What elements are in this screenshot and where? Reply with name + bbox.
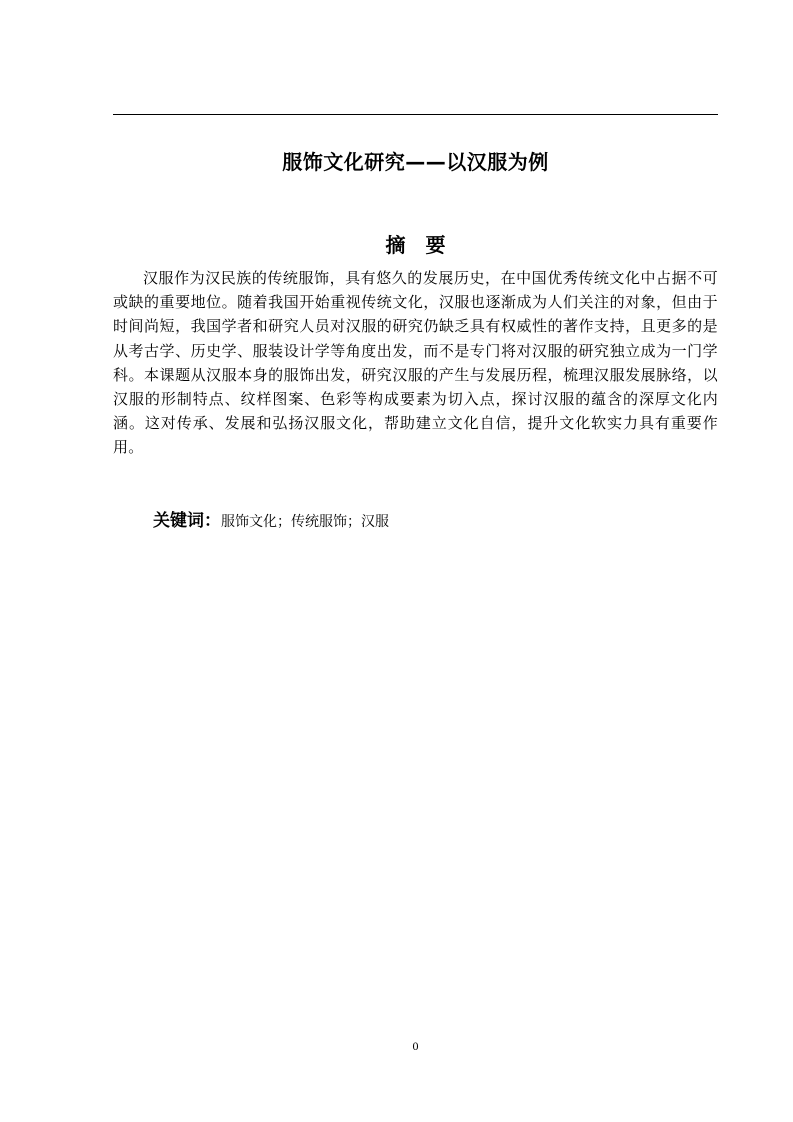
header-rule <box>113 114 718 115</box>
keywords-value: 服饰文化；传统服饰；汉服 <box>221 514 389 530</box>
keywords-line <box>153 508 713 535</box>
abstract-heading: 摘要 <box>385 233 466 257</box>
paper-title: 服饰文化研究——以汉服为例 <box>282 150 549 174</box>
page-number: 0 <box>412 1039 419 1053</box>
keywords-label: 关键词： <box>153 511 221 531</box>
abstract-body: 汉服作为汉民族的传统服饰，具有悠久的发展历史，在中国优秀传统文化中占据不可或缺的重要地位。随着我国开始重视传统文化，汉服也逐渐成为人们关注的对象，但由于时间尚短，我国学者和研究人员对汉服的研究仍缺乏具有权威性的著作支持，且更多的是从考古学、历史学、服装设计学等角度出发，而不是专门将对汉服的研究独立成为一门学科。本课题从汉服本身的服饰出发，研究汉服的产生与发展历程，梳理汉服发展脉络，以汉服的形制特点、纹样图案、色彩等构成要素为切入点，探讨汉服的蕴含的深厚文化内涵。这对传承、发展和弘扬汉服文化，帮助建立文化自信，提升文化软实力具有重要作用。 <box>113 269 718 457</box>
